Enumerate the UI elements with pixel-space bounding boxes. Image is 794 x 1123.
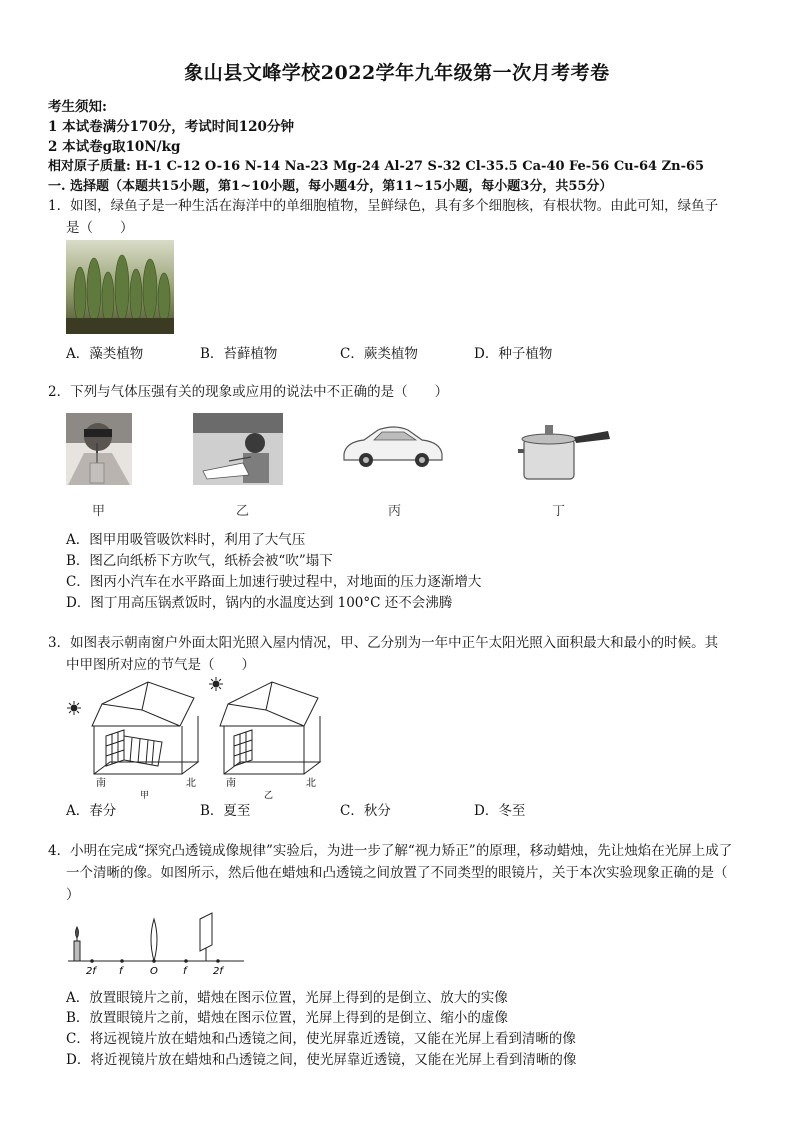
- seaweed-photo: [66, 240, 174, 334]
- q3-option-c[interactable]: C．秋分: [340, 803, 391, 819]
- question-3-stem-cont: 中甲图所对应的节气是（ ）: [66, 657, 255, 673]
- house-figure-yi: [206, 674, 336, 801]
- question-1: [48, 195, 748, 239]
- axis-left-f: f: [119, 966, 123, 977]
- question-3-stem: 3．如图表示朝南窗户外面太阳光照入屋内情况，甲、乙分别为一年中正午太阳光照入面积最大和最小的时候。其: [48, 635, 719, 651]
- axis-left-2f: 2f: [86, 966, 96, 977]
- q4-option-c[interactable]: C．将远视镜片放在蜡烛和凸透镜之间，使光屏靠近透镜，又能在光屏上看到清晰的像: [66, 1031, 576, 1047]
- q2-option-b[interactable]: B．图乙向纸桥下方吹气，纸桥会被“吹”塌下: [66, 553, 333, 569]
- q2-option-c[interactable]: C．图丙小汽车在水平路面上加速行驶过程中，对地面的压力逐渐增大: [66, 574, 482, 590]
- jia-south-label: 南: [96, 778, 106, 789]
- axis-right-f: f: [183, 966, 187, 977]
- q3-option-d[interactable]: D．冬至: [474, 803, 526, 819]
- q2-option-a[interactable]: A．图甲用吸管吸饮料时，利用了大气压: [66, 532, 306, 548]
- jia-north-label: 北: [186, 778, 196, 789]
- q1-option-d[interactable]: D．种子植物: [474, 346, 553, 362]
- question-4-stem-cont: 一个清晰的像。如图所示，然后他在蜡烛和凸透镜之间放置了不同类型的眼镜片，关于本次实验现象正确的是（: [66, 865, 728, 881]
- q3-option-a[interactable]: A．春分: [66, 803, 117, 819]
- notes-heading: 考生须知:: [48, 99, 107, 115]
- question-4-stem: 4．小明在完成“探究凸透镜成像规律”实验后，为进一步了解“视力矫正”的原理，移动蜡烛，先让烛焰在光屏上成了: [48, 843, 733, 859]
- q4-option-d[interactable]: D．将近视镜片放在蜡烛和凸透镜之间，使光屏靠近透镜，又能在光屏上看到清晰的像: [66, 1052, 577, 1068]
- q2-caption-jia: 甲: [92, 504, 106, 519]
- axis-origin: O: [150, 966, 158, 977]
- yi-label: 乙: [264, 791, 274, 801]
- q1-option-c[interactable]: C．蕨类植物: [340, 346, 418, 362]
- straw-drinking-photo: [66, 413, 132, 485]
- paper-bridge-photo: [193, 413, 283, 485]
- axis-right-2f: 2f: [213, 966, 223, 977]
- pressure-cooker-drawing: [516, 423, 612, 483]
- q4-option-a[interactable]: A．放置眼镜片之前，蜡烛在图示位置，光屏上得到的是倒立、放大的实像: [66, 990, 508, 1006]
- q2-caption-ding: 丁: [552, 504, 566, 519]
- section-heading: 一. 选择题（本题共15小题，第1~10小题，每小题4分，第11~15小题，每小题3分，共55分）: [48, 179, 613, 194]
- jia-label: 甲: [140, 791, 150, 801]
- question-2-stem: 2．下列与气体压强有关的现象或应用的说法中不正确的是（ ）: [48, 384, 449, 400]
- q3-option-b[interactable]: B．夏至: [200, 803, 251, 819]
- q2-option-d[interactable]: D．图丁用高压锅煮饭时，锅内的水温度达到 100°C 还不会沸腾: [66, 595, 453, 611]
- q4-option-b[interactable]: B．放置眼镜片之前，蜡烛在图示位置，光屏上得到的是倒立、缩小的虚像: [66, 1010, 508, 1026]
- q2-caption-yi: 乙: [236, 504, 250, 519]
- question-4-stem-end: ）: [66, 887, 80, 903]
- question-4: [48, 840, 758, 906]
- question-1-stem-cont: 是（ ）: [66, 220, 134, 236]
- car-drawing: [338, 420, 446, 468]
- q2-caption-bing: 丙: [388, 504, 402, 519]
- lens-bench-diagram: [66, 905, 246, 977]
- notes-line-2: 2 本试卷g取10N/kg: [48, 139, 181, 155]
- question-3: [48, 632, 748, 676]
- yi-north-label: 北: [306, 778, 316, 789]
- house-figure-jia: [62, 674, 212, 801]
- yi-south-label: 南: [226, 778, 236, 789]
- question-1-stem: 1．如图，绿鱼子是一种生活在海洋中的单细胞植物，呈鲜绿色，具有多个细胞核，有根状物。由此可知，绿鱼子: [48, 198, 719, 214]
- page-title: 象山县文峰学校2022学年九年级第一次月考考卷: [184, 62, 610, 84]
- q1-option-b[interactable]: B．苔藓植物: [200, 346, 278, 362]
- q1-option-a[interactable]: A．藻类植物: [66, 346, 144, 362]
- notes-line-1: 1 本试卷满分170分，考试时间120分钟: [48, 119, 294, 135]
- atomic-masses: 相对原子质量: H-1 C-12 O-16 N-14 Na-23 Mg-24 Al-27 S-32 Cl-35.5 Ca-40 Fe-56 Cu-64 Zn-65: [48, 159, 705, 174]
